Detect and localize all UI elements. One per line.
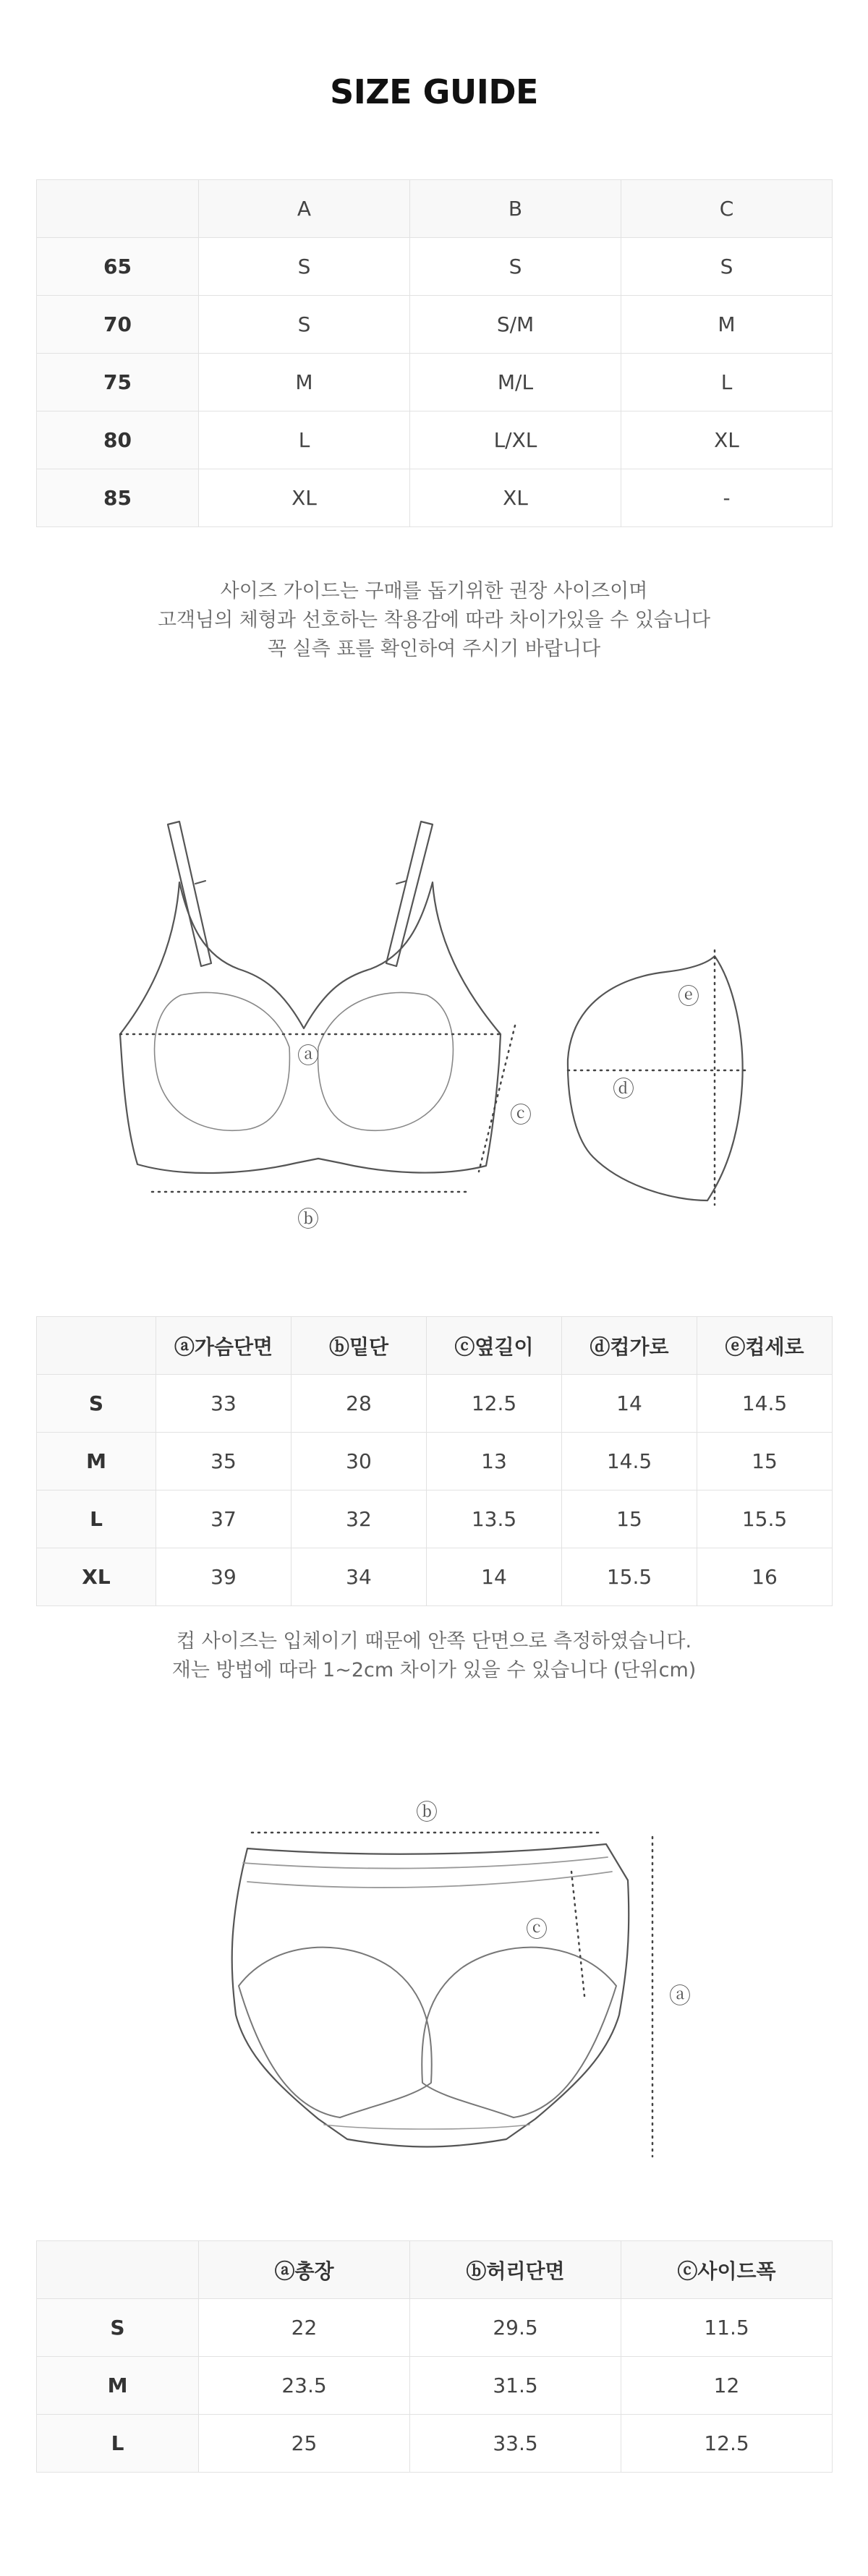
table-cell: S	[410, 238, 621, 296]
column-header: ⓒ사이드폭	[621, 2241, 833, 2299]
table-row	[37, 469, 833, 527]
table-cell: M/L	[410, 354, 621, 411]
row-header: L	[37, 2415, 199, 2473]
table-cell: 13	[427, 1433, 562, 1490]
page-title: SIZE GUIDE	[330, 72, 538, 111]
table-row	[37, 354, 833, 411]
table-cell: 13.5	[427, 1490, 562, 1548]
row-header: 75	[37, 354, 199, 411]
table-row	[37, 2299, 833, 2357]
measure-line-c	[571, 1872, 584, 1996]
column-header: ⓓ컵가로	[562, 1317, 697, 1375]
table-cell: L	[199, 411, 410, 469]
table-cell: 16	[697, 1548, 833, 1606]
cup-outline	[568, 956, 743, 1200]
bra-measurement-table	[36, 1316, 833, 1606]
label-d: ⓓ	[613, 1077, 634, 1102]
row-header: 70	[37, 296, 199, 354]
table-cell: 15	[697, 1433, 833, 1490]
table-row	[37, 2415, 833, 2473]
table-row	[37, 2357, 833, 2415]
table-cell: 14.5	[562, 1433, 697, 1490]
table-cell: 23.5	[199, 2357, 410, 2415]
table-cell: 14	[427, 1548, 562, 1606]
table-row	[37, 296, 833, 354]
table-cell: S	[621, 238, 833, 296]
table-row	[37, 238, 833, 296]
table-row	[37, 1375, 833, 1433]
label-c: ⓒ	[526, 1917, 548, 1942]
table-cell: XL	[199, 469, 410, 527]
column-header: ⓑ밑단	[292, 1317, 427, 1375]
table-cell: S	[199, 296, 410, 354]
table-cell: L	[621, 354, 833, 411]
row-header: XL	[37, 1548, 156, 1606]
right-strap	[386, 822, 433, 966]
leg-opening-right	[422, 1948, 616, 2117]
note-line: 사이즈 가이드는 구매를 돕기위한 권장 사이즈이며	[220, 580, 648, 602]
table-cell: S	[199, 238, 410, 296]
table-cell: XL	[621, 411, 833, 469]
table-row	[37, 411, 833, 469]
column-header: ⓒ옆길이	[427, 1317, 562, 1375]
table-cell: L/XL	[410, 411, 621, 469]
column-header: ⓐ총장	[199, 2241, 410, 2299]
table-header-row	[37, 1317, 833, 1375]
column-header: ⓑ허리단면	[410, 2241, 621, 2299]
column-header	[37, 1317, 156, 1375]
table-cell: 12.5	[427, 1375, 562, 1433]
table-cell: 37	[156, 1490, 292, 1548]
table-cell: XL	[410, 469, 621, 527]
table-cell: 14.5	[697, 1375, 833, 1433]
label-e: ⓔ	[678, 984, 699, 1010]
table-cell: 11.5	[621, 2299, 833, 2357]
table-header-row	[37, 180, 833, 238]
column-header: B	[410, 180, 621, 238]
column-header	[37, 180, 199, 238]
right-cup-line	[318, 992, 454, 1130]
table-cell: 33.5	[410, 2415, 621, 2473]
leg-opening-left	[239, 1948, 432, 2117]
table-cell: 12.5	[621, 2415, 833, 2473]
column-header: ⓔ컵세로	[697, 1317, 833, 1375]
row-header: 80	[37, 411, 199, 469]
row-header: 65	[37, 238, 199, 296]
table-cell: 15.5	[562, 1548, 697, 1606]
table-cell: S/M	[410, 296, 621, 354]
table-cell: M	[621, 296, 833, 354]
table-cell: 15	[562, 1490, 697, 1548]
row-header: S	[37, 1375, 156, 1433]
row-header: S	[37, 2299, 199, 2357]
label-b: ⓑ	[297, 1207, 319, 1232]
label-a: ⓐ	[297, 1044, 319, 1069]
table-row	[37, 1548, 833, 1606]
table-cell: 31.5	[410, 2357, 621, 2415]
table-header-row	[37, 2241, 833, 2299]
table-row	[37, 1433, 833, 1490]
table-cell: 12	[621, 2357, 833, 2415]
table-cell: 25	[199, 2415, 410, 2473]
table-cell: 15.5	[697, 1490, 833, 1548]
note-line: 꼭 실측 표를 확인하여 주시기 바랍니다	[267, 638, 601, 660]
bra-measurement-diagram	[0, 796, 868, 1244]
left-cup-line	[155, 992, 290, 1130]
panty-measurement-diagram	[0, 1779, 868, 2184]
table-cell: -	[621, 469, 833, 527]
table-cell: 29.5	[410, 2299, 621, 2357]
table-cell: 34	[292, 1548, 427, 1606]
note-line: 재는 방법에 따라 1~2cm 차이가 있을 수 있습니다 (단위cm)	[171, 1659, 697, 1681]
size-guide-note	[0, 577, 868, 664]
size-chart-table	[36, 179, 833, 527]
measure-note	[0, 1627, 868, 1685]
panty-measurement-table	[36, 2240, 833, 2473]
bra-outline	[120, 882, 501, 1173]
column-header	[37, 2241, 199, 2299]
note-line: 컵 사이즈는 입체이기 때문에 안쪽 단면으로 측정하였습니다.	[176, 1630, 692, 1652]
table-cell: 32	[292, 1490, 427, 1548]
table-row	[37, 1490, 833, 1548]
table-cell: 35	[156, 1433, 292, 1490]
note-line: 고객님의 체형과 선호하는 착용감에 따라 차이가있을 수 있습니다	[157, 609, 711, 631]
table-cell: 28	[292, 1375, 427, 1433]
row-header: 85	[37, 469, 199, 527]
column-header: C	[621, 180, 833, 238]
waistband-line	[247, 1872, 612, 1888]
measure-line-c	[479, 1025, 515, 1172]
row-header: M	[37, 2357, 199, 2415]
label-c: ⓒ	[510, 1103, 532, 1128]
row-header: M	[37, 1433, 156, 1490]
table-cell: M	[199, 354, 410, 411]
table-cell: 30	[292, 1433, 427, 1490]
column-header: ⓐ가슴단면	[156, 1317, 292, 1375]
table-cell: 14	[562, 1375, 697, 1433]
panty-outline	[232, 1844, 629, 2147]
label-b: ⓑ	[416, 1800, 438, 1825]
table-cell: 39	[156, 1548, 292, 1606]
label-a: ⓐ	[669, 1984, 691, 2009]
table-cell: 33	[156, 1375, 292, 1433]
table-cell: 22	[199, 2299, 410, 2357]
row-header: L	[37, 1490, 156, 1548]
column-header: A	[199, 180, 410, 238]
